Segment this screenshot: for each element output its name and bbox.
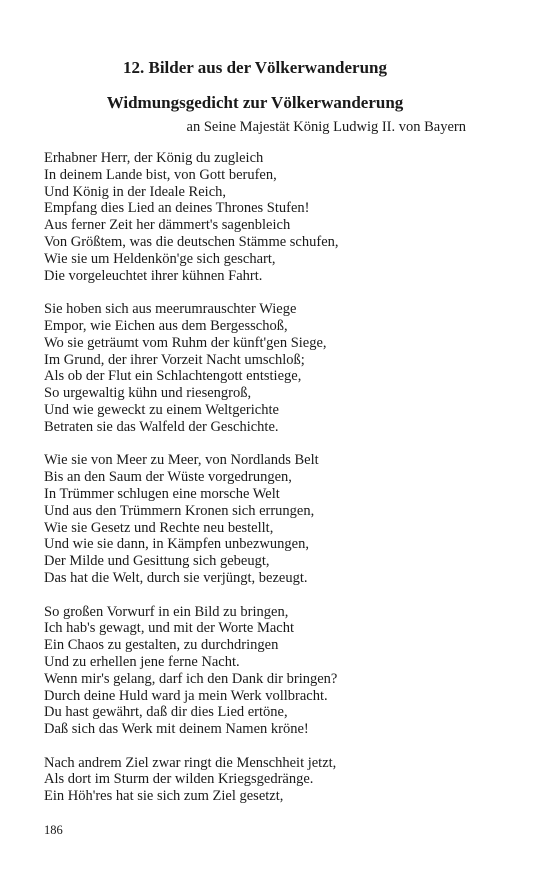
stanza-5 — [44, 755, 484, 805]
poem-line: Die vorgeleuchtet ihrer kühnen Fahrt. — [44, 267, 263, 284]
stanza-3 — [44, 452, 484, 586]
poem-line: Wenn mir's gelang, darf ich den Dank dir bringen? — [44, 670, 338, 687]
poem-title: Widmungsgedicht zur Völkerwanderung — [106, 93, 404, 112]
stanza-4 — [44, 604, 484, 738]
poem-body — [44, 150, 484, 822]
poem-line: Sie hoben sich aus meerumrauschter Wiege — [44, 301, 297, 318]
poem-line: Der Milde und Gesittung sich gebeugt, — [44, 553, 270, 570]
poem-line: Und König in der Ideale Reich, — [44, 183, 227, 200]
poem-line: Und wie sie dann, in Kämpfen unbezwungen, — [44, 536, 309, 553]
stanza-1 — [44, 150, 484, 284]
poem-line: Wo sie geträumt vom Ruhm der künft'gen Siege, — [44, 334, 327, 351]
chapter-title: 12. Bilder aus der Völkerwanderung — [122, 58, 387, 77]
poem-line: Durch deine Huld ward ja mein Werk vollbracht. — [44, 687, 328, 704]
poem-line: Daß sich das Werk mit deinem Namen kröne! — [44, 721, 309, 738]
poem-line: Und aus den Trümmern Kronen sich errungen, — [44, 502, 315, 519]
poem-line: Als ob der Flut ein Schlachtengott entstiege, — [44, 368, 302, 385]
poem-line: Wie sie von Meer zu Meer, von Nordlands Belt — [44, 452, 319, 469]
poem-line: Ich hab's gewagt, und mit der Worte Macht — [44, 620, 295, 637]
poem-line: Betraten sie das Walfeld der Geschichte. — [44, 418, 279, 435]
poem-line: Das hat die Welt, durch sie verjüngt, bezeugt. — [44, 569, 308, 586]
poem-line: Im Grund, der ihrer Vorzeit Nacht umschloß; — [44, 351, 305, 368]
poem-line: Du hast gewährt, daß dir dies Lied ertöne, — [44, 704, 288, 721]
poem-line: Ein Höh'res hat sie sich zum Ziel gesetzt, — [44, 788, 284, 805]
poem-line: Von Größtem, was die deutschen Stämme schufen, — [44, 233, 339, 250]
poem-line: In deinem Lande bist, von Gott berufen, — [44, 166, 277, 183]
poem-line: Ein Chaos zu gestalten, zu durchdringen — [44, 637, 279, 654]
poem-line: Bis an den Saum der Wüste vorgedrungen, — [44, 469, 292, 486]
poem-line: Und wie geweckt zu einem Weltgerichte — [44, 401, 279, 418]
poem-line: Erhabner Herr, der König du zugleich — [44, 150, 264, 166]
poem-line: In Trümmer schlugen eine morsche Welt — [44, 485, 280, 502]
poem-line: Empor, wie Eichen aus dem Bergesschoß, — [44, 317, 288, 334]
poem-line: Wie sie um Heldenkön'ge sich geschart, — [44, 250, 276, 267]
page-number: 186 — [44, 823, 63, 837]
poem-line: Und zu erhellen jene ferne Nacht. — [44, 653, 240, 670]
poem-line: Wie sie Gesetz und Rechte neu bestellt, — [44, 519, 274, 536]
dedication: an Seine Majestät König Ludwig II. von Bayern — [186, 119, 466, 135]
poem-line: Aus ferner Zeit her dämmert's sagenbleich — [44, 217, 291, 234]
stanza-2 — [44, 301, 484, 435]
poem-line: So urgewaltig kühn und riesengroß, — [44, 385, 252, 402]
poem-line: Empfang dies Lied an deines Thrones Stufen! — [44, 200, 310, 217]
poem-line: So großen Vorwurf in ein Bild zu bringen, — [44, 603, 289, 620]
poem-line: Nach andrem Ziel zwar ringt die Menschheit jetzt, — [44, 754, 337, 771]
poem-line: Als dort im Sturm der wilden Kriegsgedränge. — [44, 771, 314, 788]
